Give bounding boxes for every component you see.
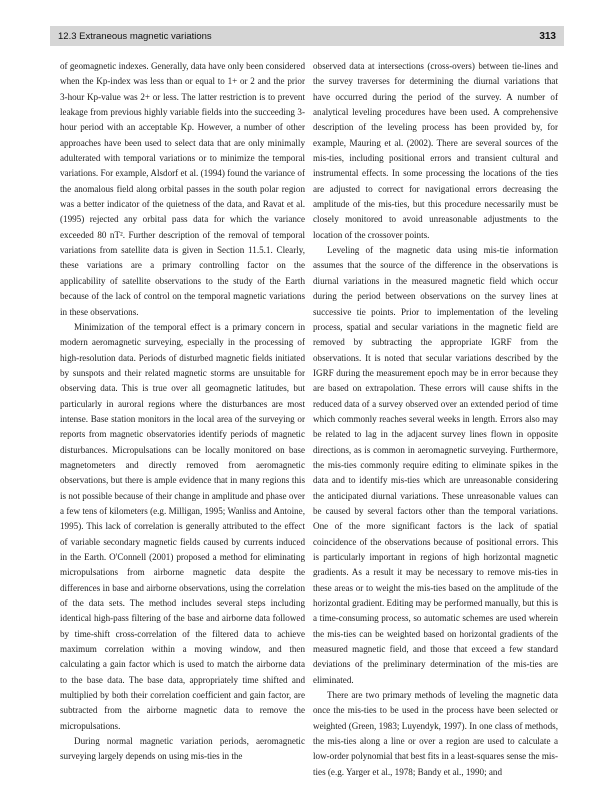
right-column xyxy=(313,59,558,780)
page-number: 313 xyxy=(539,30,556,42)
paragraph: observed data at intersections (cross-overs) between tie-lines and the survey traverses for determining the diurnal variations that have occurred during the period of the survey. A number of analytical leveling procedures have been used. A comprehensive description of the leveling process has been provided by, for example, Mauring et al. (2002). There are several sources of the mis-ties, including positional errors and transient cultural and instrumental effects. In some processing the locations of the ties are adjusted to correct for navigational errors decreasing the amplitude of the mis-ties, but this procedure necessarily must be closely monitored to avoid unreasonable adjustments to the location of the crossover points. xyxy=(313,61,558,240)
paragraph: During normal magnetic variation periods, aeromagnetic surveying largely depends on using mis-ties in the xyxy=(60,736,305,762)
section-title: 12.3 Extraneous magnetic variations xyxy=(58,30,212,42)
paragraph: There are two primary methods of leveling the magnetic data once the mis-ties to be used in the process have been selected or weighted (Green, 1983; Luyendyk, 1997). In one class of methods, the mis-ties along a line or over a region are used to calculate a low-order polynomial that best fits in a least-squares sense the mis-ties (e.g. Yarger et al., 1978; Bandy et al., 1990; and xyxy=(313,690,558,777)
left-column xyxy=(60,59,305,765)
paragraph: Minimization of the temporal effect is a primary concern in modern aeromagnetic surveying, especially in the processing of high-resolution data. Periods of disturbed magnetic fields initiated by sunspots and their related magnetic storms are unsuitable for observing data. This is true over all geomagnetic latitudes, but particularly in auroral regions where the disturbances are most intense. Base station monitors in the local area of the surveying or reports from magnetic observatories identify periods of magnetic disturbances. Micropulsations can be locally monitored on base magnetometers and directly removed from aeromagnetic observations, but there is ample evidence that in many regions this is not possible because of their change in amplitude and phase over a few tens of kilometers (e.g. Milligan, 1995; Wanliss and Antoine, 1995). This lack of correlation is generally attributed to the effect of variable secondary magnetic fields caused by currents induced in the Earth. O'Connell (2001) proposed a method for eliminating micropulsations from airborne magnetic data despite the differences in base and airborne observations, using the correlation of the data sets. The method includes several steps including identical high-pass filtering of the base and airborne data followed by time-shift cross-correlation of the filtered data to achieve maximum correlation within a moving window, and then calculating a gain factor which is used to match the airborne data to the base data. The base data, appropriately time shifted and multiplied by both their correlation coefficient and gain factor, are subtracted from the airborne magnetic data to remove the micropulsations. xyxy=(60,321,305,731)
running-head xyxy=(50,26,564,46)
paragraph: Leveling of the magnetic data using mis-tie information assumes that the source of the difference in the observations is diurnal variations in the measured magnetic field which occur during the period between observations on the survey lines at successive tie points. Prior to implementation of the leveling process, spatial and secular variations in the magnetic field are removed by subtracting the appropriate IGRF from the observations. It is noted that secular variations described by the IGRF during the measurement epoch may be in error because they are based on extrapolation. These errors will cause shifts in the reduced data of a survey observed over an extended period of time which commonly reaches several weeks in length. Errors also may be related to lag in the adjacent survey lines flown in opposite directions, as is common in aeromagnetic surveying. Furthermore, the mis-ties commonly require editing to eliminate spikes in the data and to identify mis-ties which are unreasonable considering the anticipated diurnal variations. These unreasonable values can be caused by several factors other than the temporal variations. One of the more significant factors is the lack of spatial coincidence of the observations because of positional errors. This is particularly important in regions of high horizontal magnetic gradients. As a result it may be necessary to remove mis-ties in these areas or to weight the mis-ties based on the amplitude of the horizontal gradient. Editing may be performed manually, but this is a time-consuming process, so automatic schemes are used wherein the mis-ties can be weighted based on horizontal gradients of the measured magnetic field, and those that exceed a few standard deviations of the preliminary determination of the mis-ties are eliminated. xyxy=(313,245,558,685)
paragraph: of geomagnetic indexes. Generally, data have only been considered when the Kp-index was less than or equal to 1+ or 2 and the prior 3-hour Kp-value was 2+ or less. The latter restriction is to prevent leakage from previous highly variable fields into the succeeding 3-hour period with an acceptable Kp. However, a number of other approaches have been used to select data that are only minimally adulterated with temporal variations or to minimize the temporal variations. For example, Alsdorf et al. (1994) found the variance of the anomalous field along orbital passes in the south polar region was a better indicator of the quietness of the data, and Ravat et al. (1995) rejected any orbital pass data for which the variance exceeded 80 nT². Further description of the removal of temporal variations from satellite data is given in Section 11.5.1. Clearly, these variations are a primary controlling factor on the applicability of satellite observations to the study of the Earth because of the lack of control on the temporal magnetic variations in these observations. xyxy=(60,61,305,317)
